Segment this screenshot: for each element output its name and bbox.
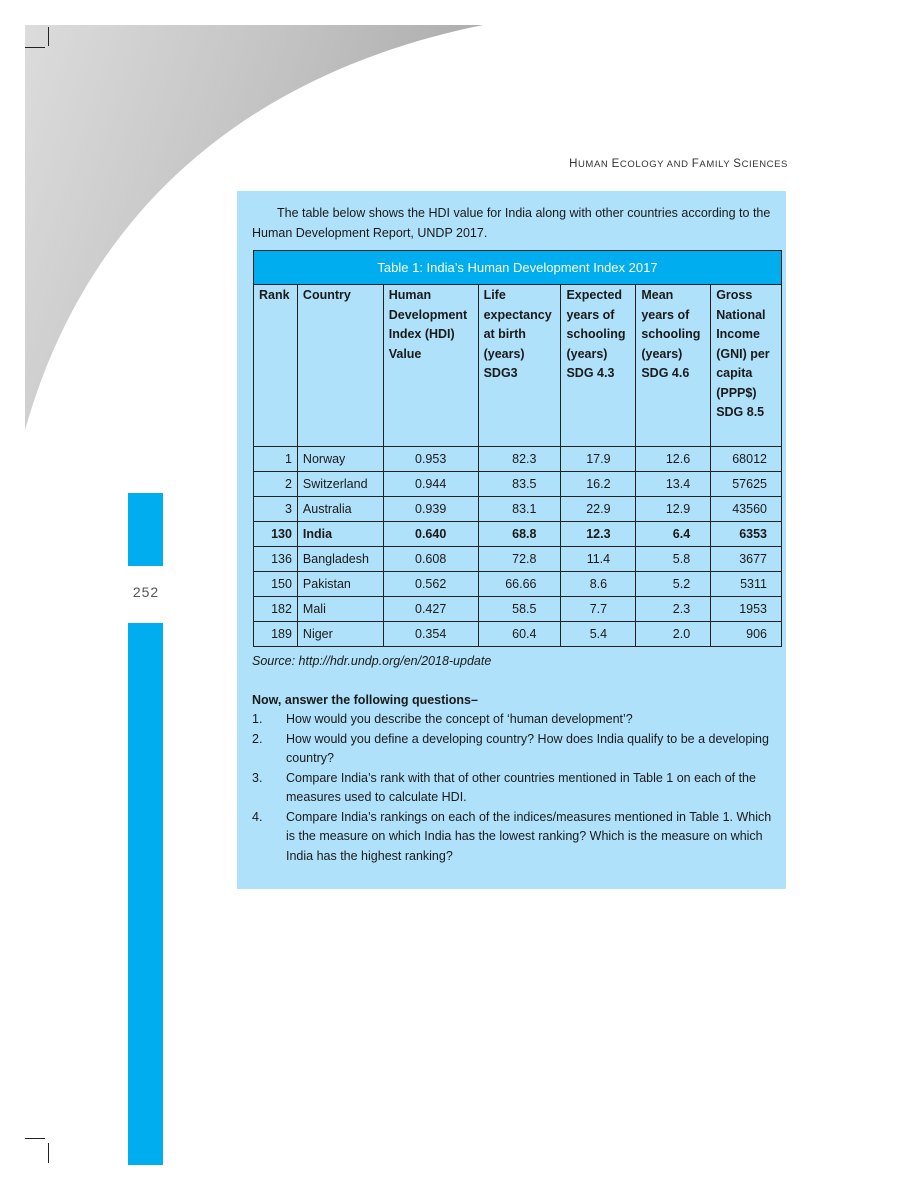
source-citation: Source: http://hdr.undp.org/en/2018-update	[252, 654, 492, 668]
table-row	[254, 572, 782, 597]
rank-cell: 182	[254, 597, 298, 622]
expected-schooling-cell: 12.3	[561, 522, 636, 547]
country-cell: Switzerland	[297, 472, 383, 497]
gni-cell: 43560	[711, 497, 782, 522]
expected-schooling-cell: 8.6	[561, 572, 636, 597]
expected-schooling-cell: 16.2	[561, 472, 636, 497]
life-expectancy-cell: 72.8	[478, 547, 561, 572]
questions-heading: Now, answer the following questions–	[252, 693, 478, 707]
life-expectancy-cell: 82.3	[478, 447, 561, 472]
country-cell: India	[297, 522, 383, 547]
expected-schooling-cell: 7.7	[561, 597, 636, 622]
hdi-table	[253, 250, 782, 647]
gni-cell: 1953	[711, 597, 782, 622]
side-accent-bar-bottom	[128, 623, 163, 1165]
mean-schooling-cell: 2.3	[636, 597, 711, 622]
life-expectancy-cell: 60.4	[478, 622, 561, 647]
gni-cell: 57625	[711, 472, 782, 497]
gni-cell: 3677	[711, 547, 782, 572]
question-text: Compare India’s rankings on each of the indices/measures mentioned in Table 1. Which is the measure on which India has the lowest ranking? Which is the measure on which India has the highest ranking?	[286, 809, 772, 863]
life-expectancy-cell: 83.1	[478, 497, 561, 522]
rank-cell: 1	[254, 447, 298, 472]
mean-schooling-cell: 5.2	[636, 572, 711, 597]
table-row	[254, 497, 782, 522]
table-row	[254, 597, 782, 622]
table-caption: Table 1: India’s Human Development Index 2017	[254, 251, 782, 285]
mean-schooling-cell: 12.9	[636, 497, 711, 522]
table-row	[254, 447, 782, 472]
table-row	[254, 622, 782, 647]
hdi-cell: 0.354	[383, 622, 478, 647]
rank-cell: 136	[254, 547, 298, 572]
rank-cell: 189	[254, 622, 298, 647]
rank-cell: 3	[254, 497, 298, 522]
activity-box	[237, 191, 786, 889]
expected-schooling-cell: 11.4	[561, 547, 636, 572]
crop-mark	[48, 1143, 49, 1163]
mean-schooling-cell: 13.4	[636, 472, 711, 497]
question-item	[252, 808, 782, 867]
question-text: How would you describe the concept of ‘human development’?	[286, 712, 633, 726]
question-item	[252, 769, 782, 808]
hdi-cell: 0.640	[383, 522, 478, 547]
country-cell: Niger	[297, 622, 383, 647]
hdi-cell: 0.608	[383, 547, 478, 572]
intro-text: The table below shows the HDI value for India along with other countries according to the Human Development Report, UNDP 2017.	[252, 206, 771, 240]
gni-cell: 68012	[711, 447, 782, 472]
expected-schooling-cell: 17.9	[561, 447, 636, 472]
life-expectancy-cell: 66.66	[478, 572, 561, 597]
mean-schooling-cell: 12.6	[636, 447, 711, 472]
crop-mark	[25, 1138, 45, 1139]
expected-schooling-cell: 5.4	[561, 622, 636, 647]
question-item	[252, 710, 782, 730]
country-cell: Bangladesh	[297, 547, 383, 572]
crop-mark	[48, 27, 49, 46]
question-number: 3.	[252, 770, 263, 785]
column-header: Mean years of schooling (years) SDG 4.6	[636, 285, 711, 447]
gni-cell: 6353	[711, 522, 782, 547]
hdi-cell: 0.944	[383, 472, 478, 497]
mean-schooling-cell: 2.0	[636, 622, 711, 647]
running-head: HUMAN ECOLOGY AND FAMILY SCIENCES	[569, 158, 788, 170]
gni-cell: 906	[711, 622, 782, 647]
question-number: 2.	[252, 731, 263, 746]
rank-cell: 130	[254, 522, 298, 547]
rank-cell: 2	[254, 472, 298, 497]
questions-list	[252, 710, 782, 866]
column-header: Human Development Index (HDI) Value	[383, 285, 478, 447]
crop-mark	[25, 47, 45, 48]
mean-schooling-cell: 5.8	[636, 547, 711, 572]
question-text: How would you define a developing country? How does India qualify to be a developing country?	[286, 731, 769, 765]
life-expectancy-cell: 58.5	[478, 597, 561, 622]
question-number: 1.	[252, 712, 263, 726]
question-item	[252, 730, 782, 769]
table-row	[254, 547, 782, 572]
country-cell: Pakistan	[297, 572, 383, 597]
table-header-row	[254, 285, 782, 447]
question-number: 4.	[252, 809, 263, 824]
side-accent-bar-top	[128, 493, 163, 566]
column-header: Expected years of schooling (years) SDG 4.3	[561, 285, 636, 447]
column-header: Life expectancy at birth (years) SDG3	[478, 285, 561, 447]
intro-paragraph	[252, 203, 782, 243]
hdi-cell: 0.562	[383, 572, 478, 597]
gni-cell: 5311	[711, 572, 782, 597]
table-row-india	[254, 522, 782, 547]
column-header: Gross National Income (GNI) per capita (PPP$) SDG 8.5	[711, 285, 782, 447]
table-row	[254, 472, 782, 497]
page-number: 252	[132, 584, 160, 600]
mean-schooling-cell: 6.4	[636, 522, 711, 547]
hdi-cell: 0.939	[383, 497, 478, 522]
life-expectancy-cell: 83.5	[478, 472, 561, 497]
expected-schooling-cell: 22.9	[561, 497, 636, 522]
hdi-cell: 0.427	[383, 597, 478, 622]
column-header: Country	[297, 285, 383, 447]
life-expectancy-cell: 68.8	[478, 522, 561, 547]
country-cell: Mali	[297, 597, 383, 622]
question-text: Compare India’s rank with that of other countries mentioned in Table 1 on each of the measures used to calculate HDI.	[286, 770, 756, 804]
country-cell: Australia	[297, 497, 383, 522]
rank-cell: 150	[254, 572, 298, 597]
hdi-cell: 0.953	[383, 447, 478, 472]
country-cell: Norway	[297, 447, 383, 472]
column-header: Rank	[254, 285, 298, 447]
